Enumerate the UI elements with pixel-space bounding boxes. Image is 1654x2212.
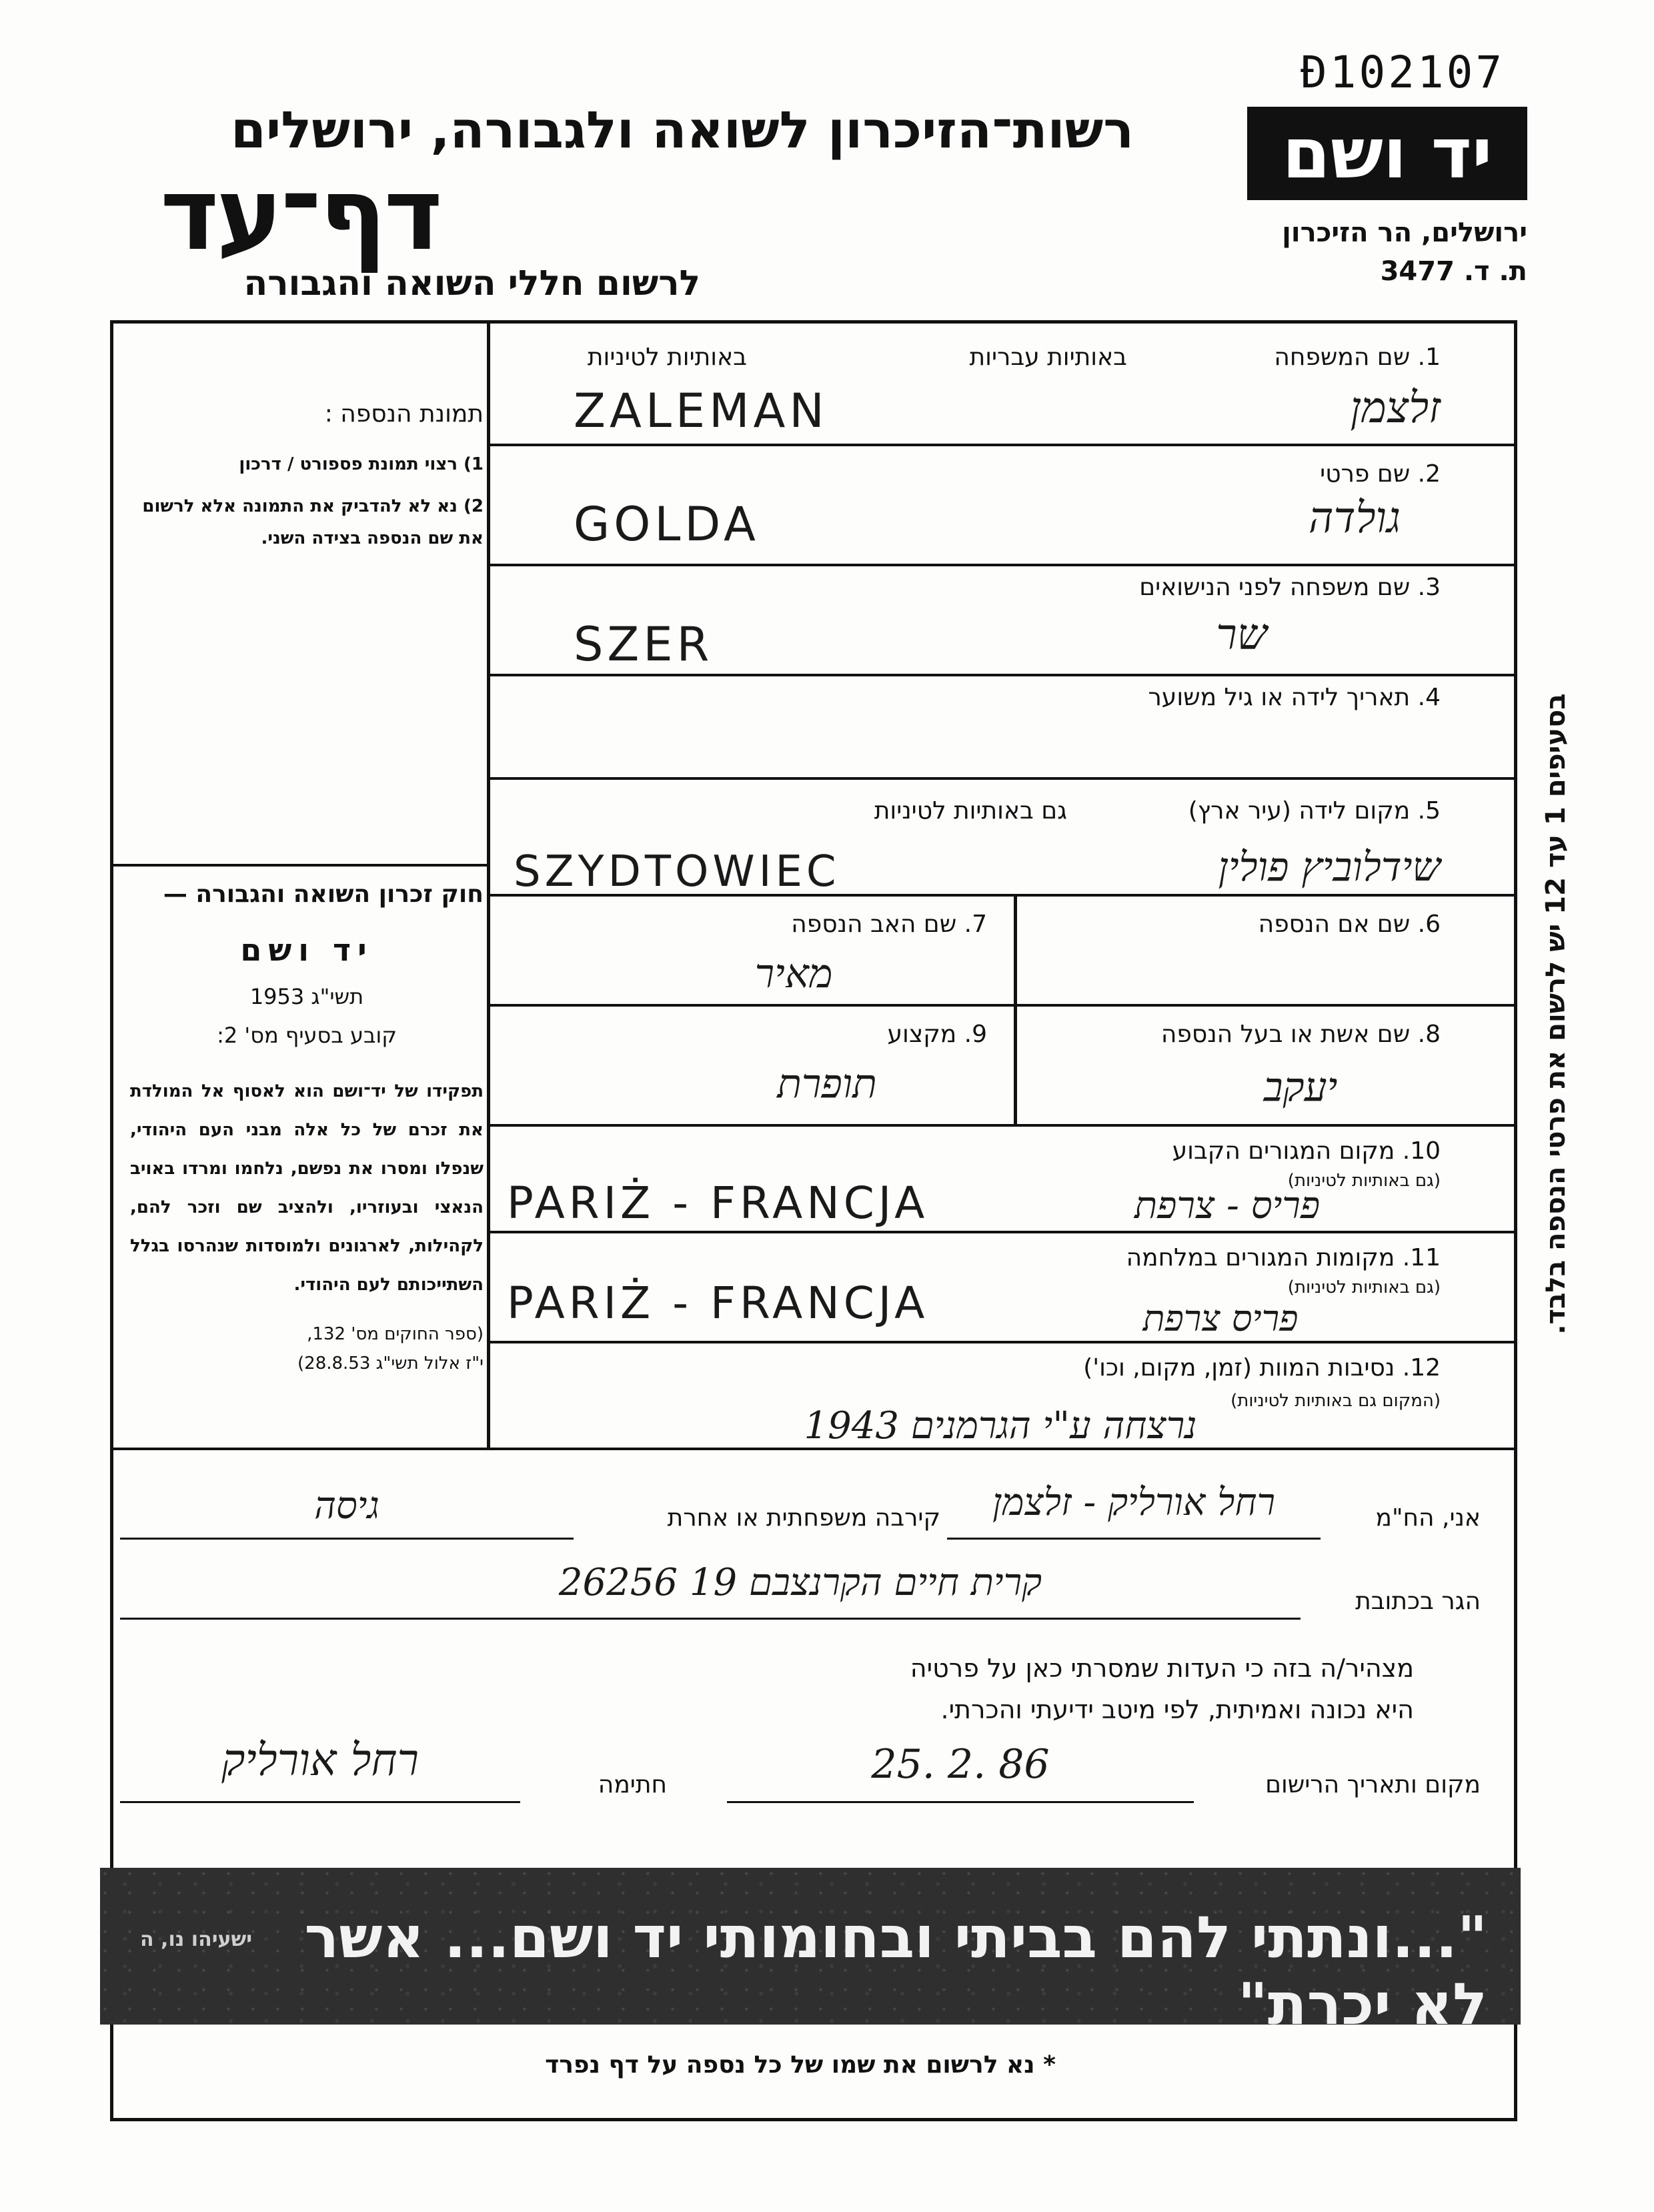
law-title: חוק זכרון השואה והגבורה —	[163, 881, 484, 908]
family-name-latin-value: ZALEMAN	[574, 384, 828, 438]
statement-line-2: היא נכונה ואמיתית, לפי מיטב ידיעתי והכרתי.	[940, 1695, 1414, 1724]
field-2-label: 2. שם פרטי	[1320, 460, 1441, 488]
field-3-label: 3. שם משפחה לפני הנישואים	[1139, 574, 1441, 601]
field-11-hint: (גם באותיות לטיניות)	[1287, 1277, 1441, 1297]
permanent-residence-latin-value: PARIŻ - FRANCJA	[507, 1177, 929, 1229]
place-date-label: מקום ותאריך הרישום	[1265, 1771, 1481, 1798]
address-line	[120, 1618, 1301, 1620]
form-title: דף־עד	[160, 157, 440, 273]
relation-line	[120, 1538, 574, 1540]
field-11-label: 11. מקומות המגורים במלחמה	[1126, 1244, 1441, 1271]
address-line-2: ת. ד. 3477	[1380, 256, 1527, 287]
wartime-residence-hebrew-value: פריס צרפת	[1142, 1297, 1299, 1339]
field-10-hint: (גם באותיות לטיניות)	[1287, 1171, 1441, 1191]
row-line-3	[487, 674, 1517, 676]
spouse-name-value: יעקב	[1263, 1064, 1338, 1111]
death-circumstances-value: נרצחה ע"י הגרמנים 1943	[804, 1404, 1197, 1448]
panel-divider	[487, 320, 490, 1448]
latin-letters-header: באותיות לטיניות	[587, 344, 747, 371]
law-source-1: (ספר החוקים מס' 132,	[307, 1324, 484, 1344]
row-line-6	[487, 1004, 1517, 1007]
field-1-label: 1. שם המשפחה	[1274, 344, 1441, 371]
place-date-line	[727, 1801, 1194, 1803]
first-name-latin-value: GOLDA	[574, 497, 760, 552]
field-5-label: 5. מקום לידה (עיר ארץ)	[1188, 797, 1441, 824]
photo-panel-title: תמונת הנספה :	[324, 400, 484, 428]
law-clause: קובע בסעיף מס' 2:	[217, 1023, 397, 1048]
law-source-2: י"ז אלול תשי"ג 28.8.53)	[297, 1353, 484, 1373]
birthplace-latin-value: SZYDTOWIEC	[514, 847, 840, 897]
place-date-value: 25. 2. 86	[871, 1741, 1050, 1788]
field-7-label: 7. שם האב הנספה	[791, 911, 987, 938]
law-body: תפקידו של יד־ושם הוא לאסוף אל המולדת את זכרם של כל אלה מבני העם היהודי, שנפלו ומסרו את נפשם, נלחמו ומרדו באויב הנאצי ובעוזריו, ולהציב שם וזכר להם, לקהילות, לארגונים ולמוסדות שנהרסו בגלל השתייכותם לעם היהודי.	[130, 1081, 484, 1295]
field-8-label: 8. שם אשת או בעל הנספה	[1160, 1021, 1441, 1048]
banner-source: ישעיהו נו, ה	[140, 1928, 253, 1951]
field-6-label: 6. שם אם הנספה	[1258, 911, 1441, 938]
yad-vashem-logo: יד ושם	[1247, 107, 1527, 200]
field-5-latin-hint: גם באותיות לטיניות	[874, 797, 1067, 824]
field-9-label: 9. מקצוע	[887, 1021, 987, 1048]
permanent-residence-hebrew-value: פריס - צרפת	[1134, 1184, 1321, 1227]
relation-value: גיסה	[314, 1484, 379, 1528]
relation-label: קירבה משפחתית או אחרת	[667, 1504, 940, 1532]
field-10-label: 10. מקום המגורים הקבוע	[1172, 1137, 1441, 1165]
form-subtitle: לרשום חללי השואה והגבורה	[243, 263, 700, 304]
field-12-label: 12. נסיבות המוות (זמן, מקום, וכו')	[1083, 1354, 1441, 1381]
row-line-2	[487, 564, 1517, 566]
row-line-7	[487, 1124, 1517, 1127]
authority-title: רשות־הזיכרון לשואה ולגבורה, ירושלים	[231, 100, 1134, 159]
margin-note: בסעיפים 1 עד 12 יש לרשום את פרטי הנספה בלבד.	[1541, 693, 1571, 1335]
first-name-hebrew-value: גולדה	[1309, 494, 1401, 543]
footer-note: * נא לרשום את שמו של כל נספה על דף נפרד	[545, 2051, 1056, 2079]
declarant-name-value: רחל אורליק - זלצמן	[992, 1481, 1276, 1524]
photo-item-1: 1) רצוי תמונת פספורט / דרכון	[239, 454, 484, 474]
declaration-statement	[467, 1648, 1414, 1730]
declarant-line	[947, 1538, 1321, 1540]
document-number: Đ102107	[1301, 47, 1505, 98]
photo-instructions	[130, 400, 484, 554]
maiden-name-latin-value: SZER	[574, 617, 714, 672]
logo-address	[1240, 213, 1527, 291]
address-label: הגר בכתובת	[1355, 1588, 1481, 1615]
statement-line-1: מצהיר/ה בזה כי העדות שמסרתי כאן על פרטיה	[910, 1654, 1414, 1683]
law-name: יד ושם	[240, 932, 373, 968]
panel-separator	[110, 864, 487, 867]
address-line-1: ירושלים, הר הזיכרון	[1282, 217, 1527, 248]
maiden-name-hebrew-value: שר	[1216, 610, 1267, 660]
field-12-hint: (המקום גם באותיות לטיניות)	[1230, 1391, 1441, 1411]
signature-line	[120, 1801, 520, 1803]
banner-quote: "...ונתתי להם בביתי ובחומותי יד ושם... אשר לא יכרת"	[304, 1904, 1487, 2038]
address-value: קרית חיים הקרנצבם 19 26256	[558, 1561, 1042, 1604]
signature-value: רחל אורליק	[221, 1734, 419, 1786]
law-year: תשי"ג 1953	[249, 984, 364, 1009]
family-name-hebrew-value: זלצמן	[1350, 384, 1441, 433]
birthplace-hebrew-value: שידלוביץ פולין	[1218, 844, 1441, 891]
row-line-9	[487, 1341, 1517, 1343]
signature-label: חתימה	[598, 1771, 667, 1798]
row-line-1	[487, 444, 1517, 446]
father-name-value: מאיר	[754, 951, 833, 997]
row-line-10	[110, 1448, 1517, 1450]
hebrew-letters-header: באותיות עבריות	[969, 344, 1127, 371]
law-panel	[130, 881, 484, 1373]
column-divider	[1014, 894, 1017, 1124]
wartime-residence-latin-value: PARIŻ - FRANCJA	[507, 1277, 929, 1329]
declarant-label: אני, הח"מ	[1375, 1504, 1481, 1532]
occupation-value: תופרת	[777, 1061, 877, 1107]
quote-banner	[100, 1868, 1521, 2038]
row-line-4	[487, 777, 1517, 780]
row-line-8	[487, 1231, 1517, 1233]
field-4-label: 4. תאריך לידה או גיל משוער	[1148, 684, 1441, 711]
photo-item-2: 2) נא לא להדביק את התמונה אלא לרשום את שם הנספה בצידה השני.	[142, 496, 484, 548]
